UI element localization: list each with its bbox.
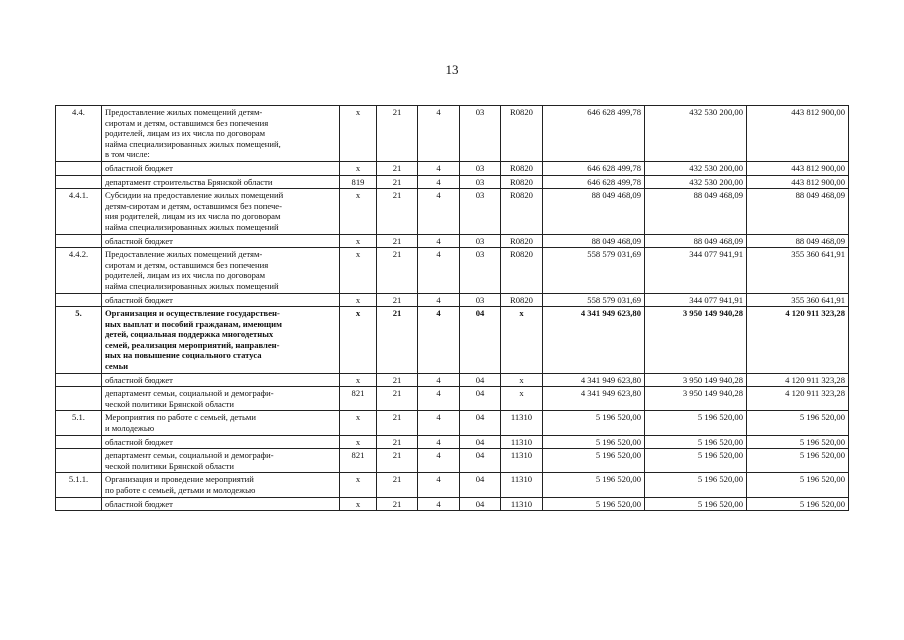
row-number-cell	[56, 387, 102, 411]
om-code-cell: 03	[460, 189, 501, 234]
pgp-code-cell: 4	[418, 293, 460, 307]
row-number-cell: 4.4.1.	[56, 189, 102, 234]
direction-code-cell: R0820	[501, 161, 543, 175]
gr-code-cell: x	[340, 307, 377, 374]
om-code-cell: 04	[460, 435, 501, 449]
direction-code-cell: x	[501, 307, 543, 374]
table-row	[56, 293, 849, 307]
amount-2020-cell: 5 196 520,00	[645, 497, 747, 511]
row-name-cell: Предоставление жилых помещений детям- сиротам и детям, оставшимся без попечения родителей, лицам из их числа по договорам найма специализированных жилых помещений	[102, 248, 340, 293]
gr-code-cell: x	[340, 435, 377, 449]
row-number-cell: 5.1.	[56, 411, 102, 435]
amount-2020-cell: 3 950 149 940,28	[645, 307, 747, 374]
gr-code-cell: x	[340, 373, 377, 387]
table-row	[56, 106, 849, 162]
amount-2021-cell: 5 196 520,00	[747, 411, 849, 435]
amount-2020-cell: 3 950 149 940,28	[645, 387, 747, 411]
row-number-cell	[56, 497, 102, 511]
gr-code-cell: 821	[340, 449, 377, 473]
direction-code-cell: 11310	[501, 411, 543, 435]
amount-2020-cell: 432 530 200,00	[645, 175, 747, 189]
direction-code-cell: R0820	[501, 248, 543, 293]
gr-code-cell: x	[340, 293, 377, 307]
pgp-code-cell: 4	[418, 373, 460, 387]
gp-code-cell: 21	[377, 435, 418, 449]
row-name-cell: областной бюджет	[102, 293, 340, 307]
pgp-code-cell: 4	[418, 106, 460, 162]
om-code-cell: 04	[460, 307, 501, 374]
amount-2019-cell: 5 196 520,00	[543, 449, 645, 473]
amount-2019-cell: 5 196 520,00	[543, 473, 645, 497]
row-number-cell: 5.1.1.	[56, 473, 102, 497]
page-number: 13	[445, 62, 459, 77]
row-number-cell	[56, 449, 102, 473]
gr-code-cell: x	[340, 473, 377, 497]
direction-code-cell: 11310	[501, 449, 543, 473]
table-row	[56, 497, 849, 511]
amount-2021-cell: 88 049 468,09	[747, 234, 849, 248]
gr-code-cell: x	[340, 106, 377, 162]
direction-code-cell: 11310	[501, 435, 543, 449]
om-code-cell: 04	[460, 387, 501, 411]
amount-2020-cell: 5 196 520,00	[645, 473, 747, 497]
amount-2021-cell: 355 360 641,91	[747, 293, 849, 307]
amount-2021-cell: 4 120 911 323,28	[747, 373, 849, 387]
gp-code-cell: 21	[377, 449, 418, 473]
direction-code-cell: 11310	[501, 497, 543, 511]
gp-code-cell: 21	[377, 175, 418, 189]
table-row	[56, 234, 849, 248]
pgp-code-cell: 4	[418, 449, 460, 473]
row-name-cell: департамент семьи, социальной и демографи- ческой политики Брянской области	[102, 449, 340, 473]
row-name-cell: областной бюджет	[102, 161, 340, 175]
amount-2020-cell: 3 950 149 940,28	[645, 373, 747, 387]
amount-2020-cell: 432 530 200,00	[645, 161, 747, 175]
row-name-cell: областной бюджет	[102, 373, 340, 387]
row-name-cell: Мероприятия по работе с семьей, детьми и молодежью	[102, 411, 340, 435]
row-number-cell	[56, 161, 102, 175]
budget-table	[55, 105, 849, 511]
amount-2020-cell: 344 077 941,91	[645, 248, 747, 293]
gp-code-cell: 21	[377, 387, 418, 411]
row-number-cell	[56, 435, 102, 449]
om-code-cell: 03	[460, 234, 501, 248]
row-name-cell: Организация и осуществление государствен- ных выплат и пособий гражданам, имеющим детей, социальная поддержка многодетных семей, реализация мероприятий, направлен- ных на повышение социального статуса семьи	[102, 307, 340, 374]
gp-code-cell: 21	[377, 473, 418, 497]
row-name-cell: областной бюджет	[102, 497, 340, 511]
row-number-cell: 4.4.	[56, 106, 102, 162]
table-row	[56, 373, 849, 387]
gp-code-cell: 21	[377, 307, 418, 374]
amount-2019-cell: 5 196 520,00	[543, 435, 645, 449]
direction-code-cell: R0820	[501, 234, 543, 248]
amount-2021-cell: 5 196 520,00	[747, 473, 849, 497]
amount-2020-cell: 5 196 520,00	[645, 449, 747, 473]
gr-code-cell: x	[340, 248, 377, 293]
amount-2021-cell: 355 360 641,91	[747, 248, 849, 293]
gp-code-cell: 21	[377, 497, 418, 511]
gp-code-cell: 21	[377, 373, 418, 387]
pgp-code-cell: 4	[418, 161, 460, 175]
row-name-cell: областной бюджет	[102, 234, 340, 248]
amount-2019-cell: 5 196 520,00	[543, 497, 645, 511]
amount-2019-cell: 558 579 031,69	[543, 293, 645, 307]
table-row	[56, 449, 849, 473]
pgp-code-cell: 4	[418, 234, 460, 248]
amount-2020-cell: 88 049 468,09	[645, 234, 747, 248]
amount-2019-cell: 558 579 031,69	[543, 248, 645, 293]
row-number-cell	[56, 373, 102, 387]
gr-code-cell: x	[340, 497, 377, 511]
om-code-cell: 03	[460, 248, 501, 293]
direction-code-cell: 11310	[501, 473, 543, 497]
amount-2020-cell: 88 049 468,09	[645, 189, 747, 234]
gp-code-cell: 21	[377, 411, 418, 435]
amount-2021-cell: 4 120 911 323,28	[747, 307, 849, 374]
amount-2020-cell: 432 530 200,00	[645, 106, 747, 162]
om-code-cell: 04	[460, 497, 501, 511]
gr-code-cell: x	[340, 161, 377, 175]
amount-2019-cell: 646 628 499,78	[543, 175, 645, 189]
direction-code-cell: R0820	[501, 175, 543, 189]
amount-2019-cell: 5 196 520,00	[543, 411, 645, 435]
om-code-cell: 04	[460, 373, 501, 387]
gp-code-cell: 21	[377, 106, 418, 162]
amount-2021-cell: 88 049 468,09	[747, 189, 849, 234]
table-row	[56, 435, 849, 449]
row-name-cell: Субсидии на предоставление жилых помещений детям-сиротам и детям, оставшимся без попече- ния родителей, лицам из их числа по договорам найма специализированных жилых помещений	[102, 189, 340, 234]
pgp-code-cell: 4	[418, 307, 460, 374]
amount-2019-cell: 4 341 949 623,80	[543, 387, 645, 411]
table-row	[56, 307, 849, 374]
gr-code-cell: 821	[340, 387, 377, 411]
gp-code-cell: 21	[377, 234, 418, 248]
table-row	[56, 473, 849, 497]
direction-code-cell: x	[501, 387, 543, 411]
pgp-code-cell: 4	[418, 411, 460, 435]
gp-code-cell: 21	[377, 248, 418, 293]
row-number-cell: 4.4.2.	[56, 248, 102, 293]
table-row	[56, 175, 849, 189]
gp-code-cell: 21	[377, 161, 418, 175]
amount-2021-cell: 5 196 520,00	[747, 435, 849, 449]
row-name-cell: Предоставление жилых помещений детям- сиротам и детям, оставшимся без попечения родителей, лицам из их числа по договорам найма специализированных жилых помещений, в том числе:	[102, 106, 340, 162]
pgp-code-cell: 4	[418, 189, 460, 234]
amount-2021-cell: 443 812 900,00	[747, 161, 849, 175]
pgp-code-cell: 4	[418, 175, 460, 189]
amount-2019-cell: 646 628 499,78	[543, 161, 645, 175]
amount-2020-cell: 344 077 941,91	[645, 293, 747, 307]
pgp-code-cell: 4	[418, 497, 460, 511]
row-number-cell	[56, 293, 102, 307]
amount-2020-cell: 5 196 520,00	[645, 435, 747, 449]
gr-code-cell: 819	[340, 175, 377, 189]
table-row	[56, 387, 849, 411]
amount-2021-cell: 443 812 900,00	[747, 175, 849, 189]
pgp-code-cell: 4	[418, 435, 460, 449]
pgp-code-cell: 4	[418, 248, 460, 293]
row-number-cell	[56, 175, 102, 189]
direction-code-cell: x	[501, 373, 543, 387]
amount-2019-cell: 88 049 468,09	[543, 189, 645, 234]
om-code-cell: 03	[460, 161, 501, 175]
amount-2019-cell: 646 628 499,78	[543, 106, 645, 162]
amount-2021-cell: 443 812 900,00	[747, 106, 849, 162]
table-row	[56, 248, 849, 293]
amount-2019-cell: 4 341 949 623,80	[543, 307, 645, 374]
om-code-cell: 03	[460, 106, 501, 162]
direction-code-cell: R0820	[501, 293, 543, 307]
gr-code-cell: x	[340, 234, 377, 248]
amount-2019-cell: 88 049 468,09	[543, 234, 645, 248]
direction-code-cell: R0820	[501, 106, 543, 162]
row-name-cell: Организация и проведение мероприятий по работе с семьей, детьми и молодежью	[102, 473, 340, 497]
row-name-cell: департамент семьи, социальной и демографи- ческой политики Брянской области	[102, 387, 340, 411]
amount-2021-cell: 5 196 520,00	[747, 449, 849, 473]
om-code-cell: 03	[460, 175, 501, 189]
amount-2020-cell: 5 196 520,00	[645, 411, 747, 435]
amount-2021-cell: 4 120 911 323,28	[747, 387, 849, 411]
table-row	[56, 161, 849, 175]
direction-code-cell: R0820	[501, 189, 543, 234]
table-row	[56, 189, 849, 234]
pgp-code-cell: 4	[418, 473, 460, 497]
gr-code-cell: x	[340, 411, 377, 435]
pgp-code-cell: 4	[418, 387, 460, 411]
om-code-cell: 03	[460, 293, 501, 307]
row-name-cell: областной бюджет	[102, 435, 340, 449]
gp-code-cell: 21	[377, 293, 418, 307]
om-code-cell: 04	[460, 411, 501, 435]
gr-code-cell: x	[340, 189, 377, 234]
table-row	[56, 411, 849, 435]
row-number-cell	[56, 234, 102, 248]
row-number-cell: 5.	[56, 307, 102, 374]
gp-code-cell: 21	[377, 189, 418, 234]
om-code-cell: 04	[460, 449, 501, 473]
om-code-cell: 04	[460, 473, 501, 497]
amount-2019-cell: 4 341 949 623,80	[543, 373, 645, 387]
amount-2021-cell: 5 196 520,00	[747, 497, 849, 511]
row-name-cell: департамент строительства Брянской области	[102, 175, 340, 189]
